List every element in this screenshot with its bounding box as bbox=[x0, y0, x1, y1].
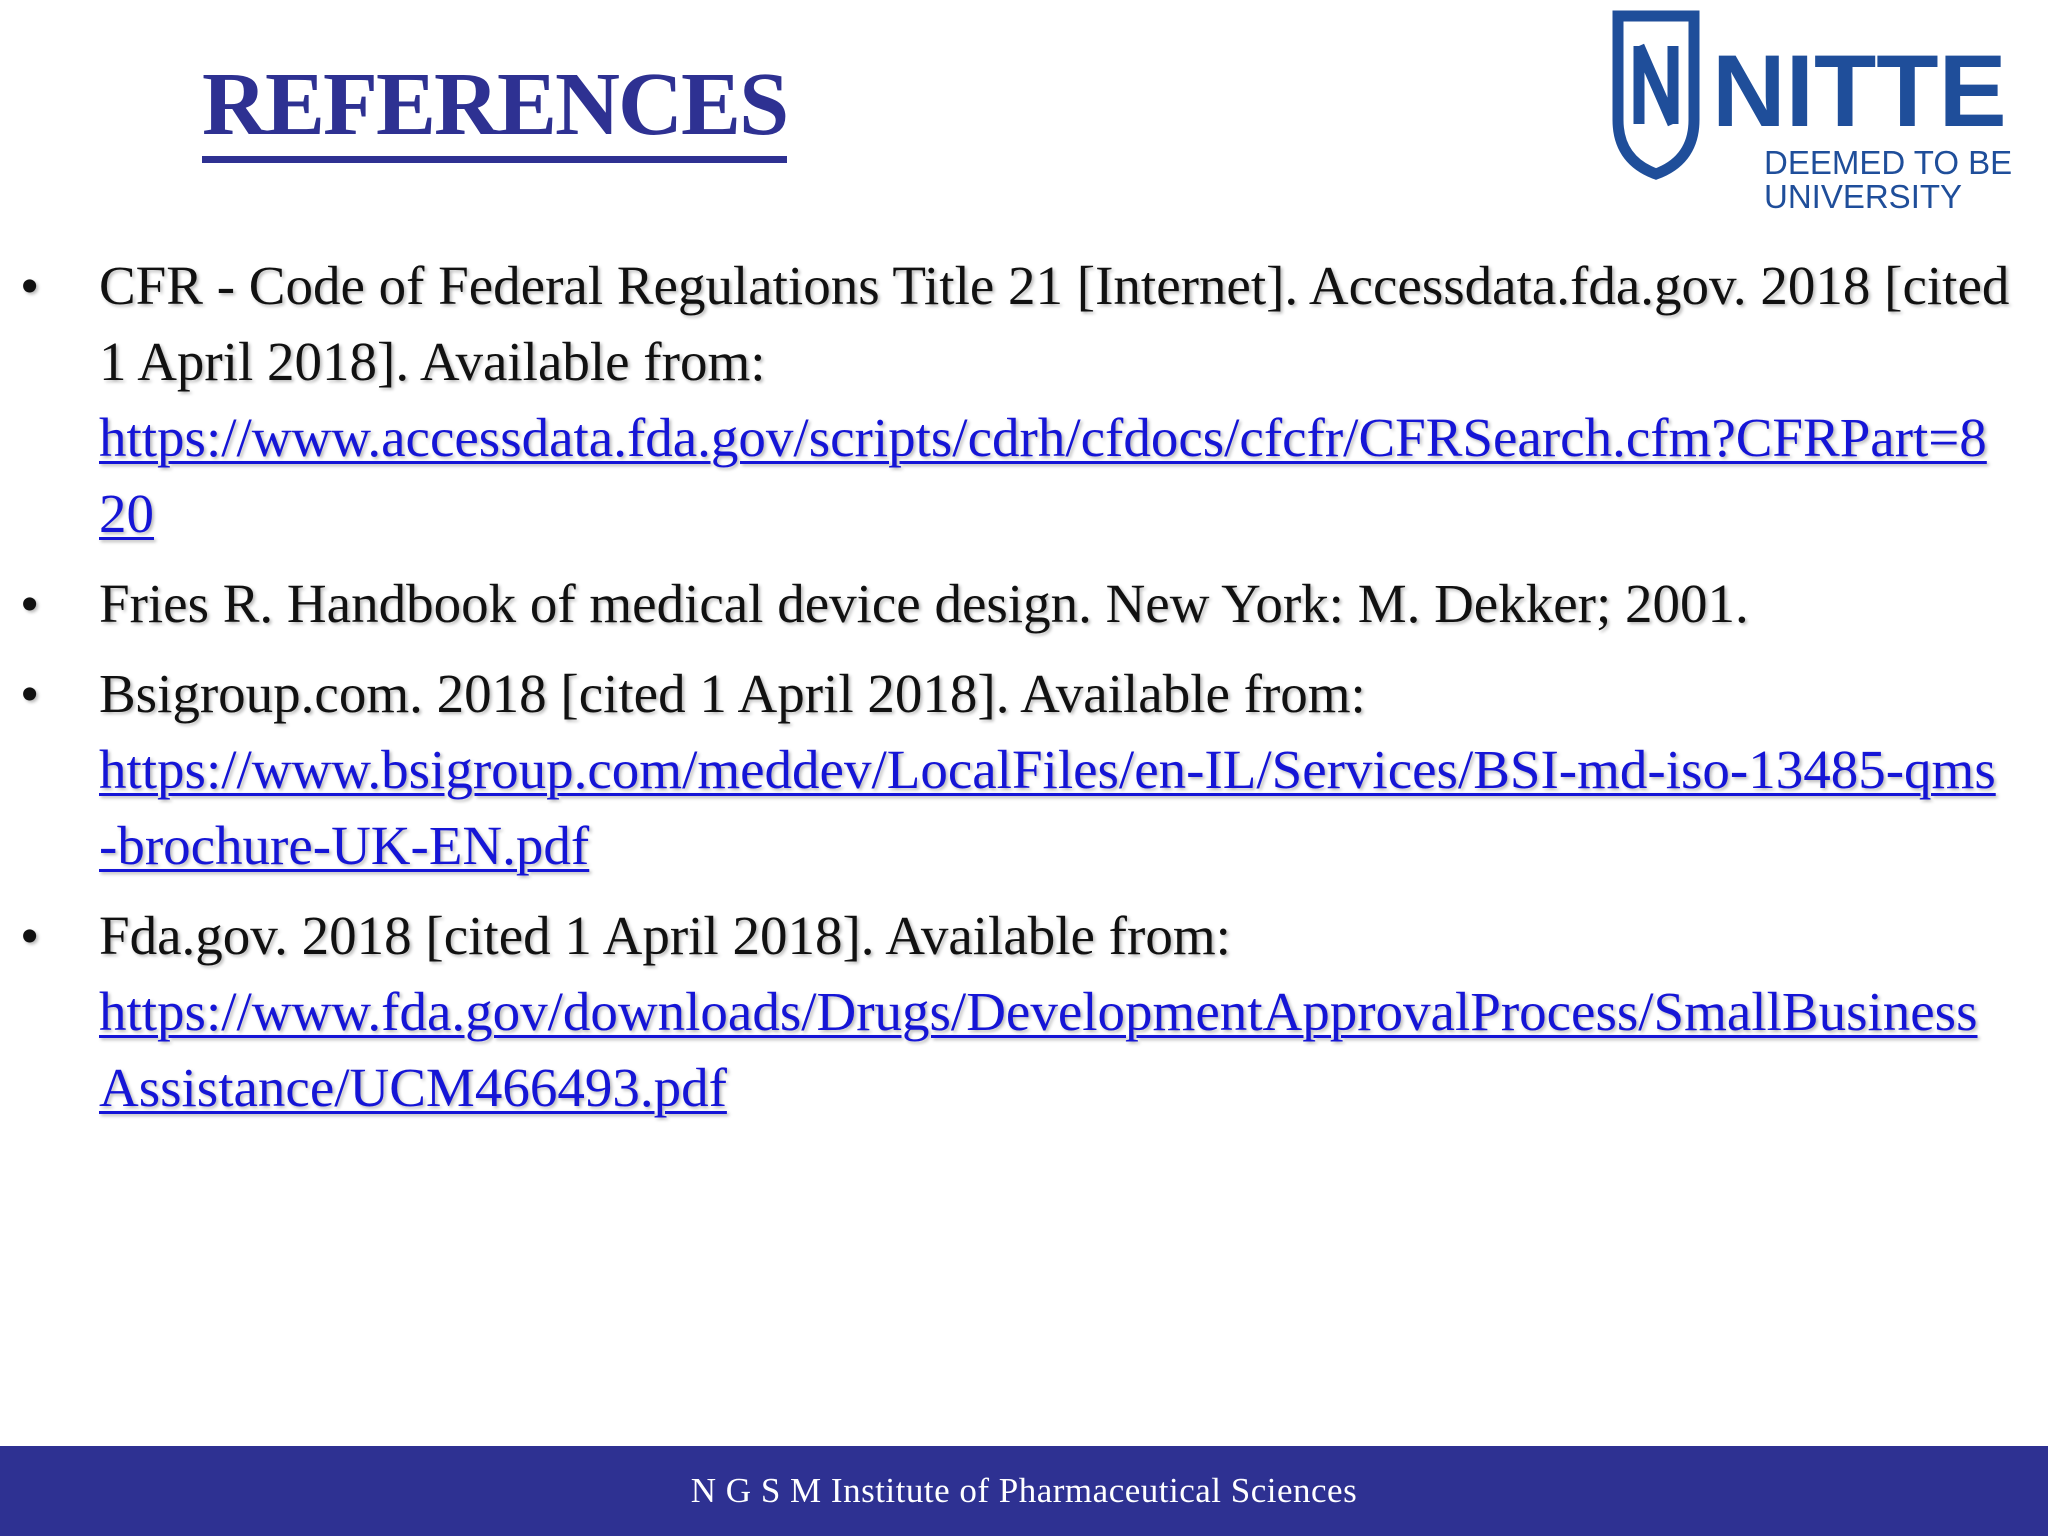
reference-text: Fries R. Handbook of medical device design. New York: M. Dekker; 2001. bbox=[99, 573, 1749, 634]
logo-tagline-line1: DEEMED TO BE bbox=[1764, 144, 2013, 181]
bullet-icon: • bbox=[20, 573, 40, 634]
bullet-icon: • bbox=[20, 663, 40, 724]
reference-link[interactable]: https://www.accessdata.fda.gov/scripts/cdrh/cfdocs/cfcfr/CFRSearch.cfm?CFRPart=820 bbox=[99, 407, 1987, 544]
reference-link[interactable]: https://www.bsigroup.com/meddev/LocalFiles/en-IL/Services/BSI-md-iso-13485-qms-brochure-UK-EN.pdf bbox=[99, 739, 1996, 876]
reference-text: CFR - Code of Federal Regulations Title 21 [Internet]. Accessdata.fda.gov. 2018 [cited 1 April 2018]. Available from: bbox=[99, 255, 2010, 392]
bullet-icon: • bbox=[20, 905, 40, 966]
reference-text: Bsigroup.com. 2018 [cited 1 April 2018]. Available from: bbox=[99, 663, 1366, 724]
bullet-icon: • bbox=[20, 255, 40, 316]
reference-item bbox=[0, 566, 2048, 642]
reference-item bbox=[0, 248, 2048, 552]
footer-text: N G S M Institute of Pharmaceutical Sciences bbox=[690, 1471, 1358, 1510]
logo-brand: NITTE bbox=[1712, 34, 2007, 148]
logo-tagline-line2: UNIVERSITY bbox=[1764, 178, 1963, 210]
reference-list bbox=[0, 248, 2048, 1140]
logo-n-icon bbox=[1639, 46, 1673, 124]
reference-item bbox=[0, 656, 2048, 884]
reference-item bbox=[0, 898, 2048, 1126]
page-title: REFERENCES bbox=[202, 60, 787, 163]
footer-bar bbox=[0, 1446, 2048, 1536]
reference-link[interactable]: https://www.fda.gov/downloads/Drugs/DevelopmentApprovalProcess/SmallBusinessAssistance/UCM466493.pdf bbox=[99, 981, 1978, 1118]
reference-text: Fda.gov. 2018 [cited 1 April 2018]. Available from: bbox=[99, 905, 1231, 966]
nitte-logo bbox=[1612, 10, 2032, 210]
